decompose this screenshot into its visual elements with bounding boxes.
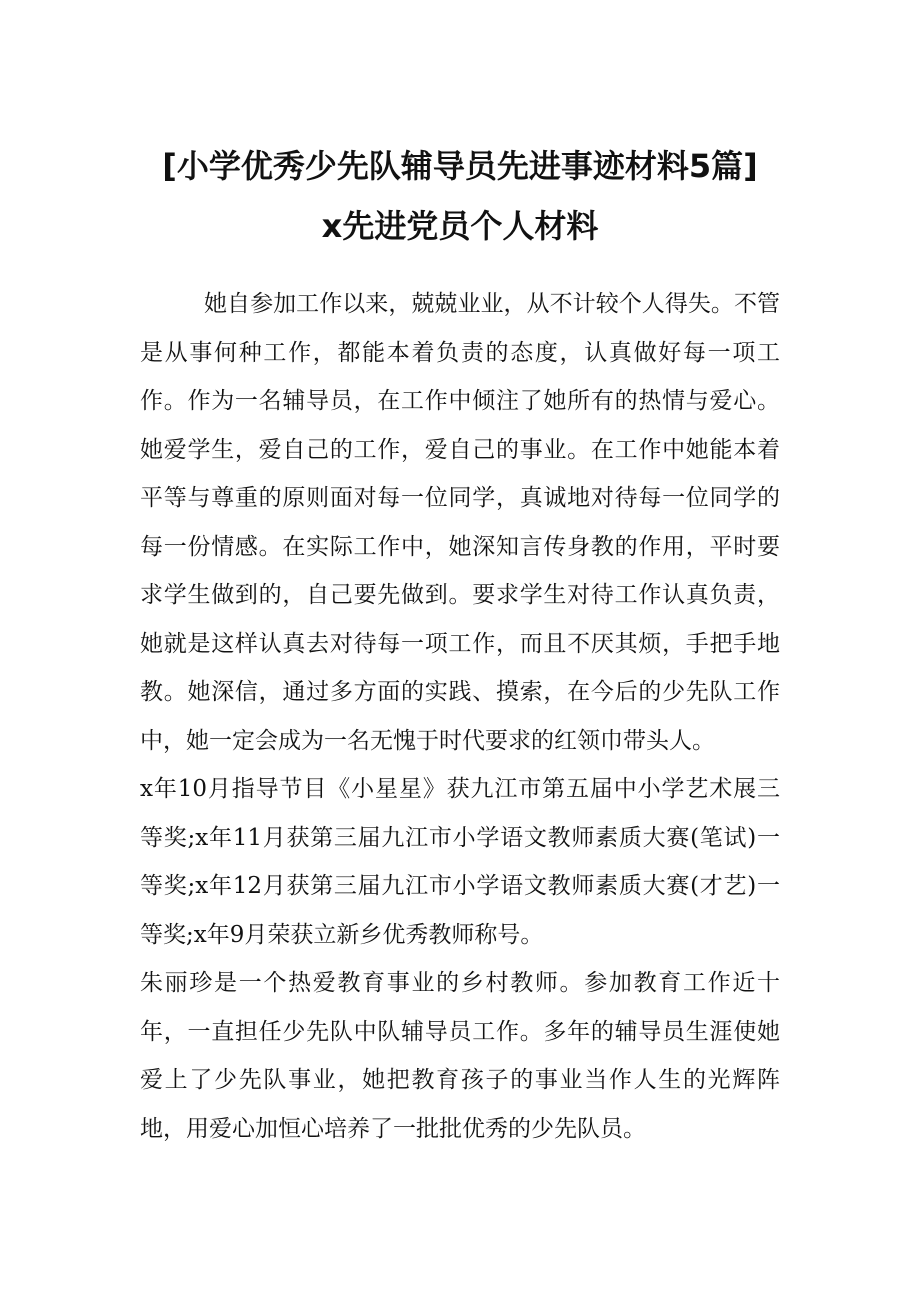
body-paragraph-1: 她自参加工作以来，兢兢业业，从不计较个人得失。不管是从事何种工作，都能本着负责的态度，认真做好每一项工作。作为一名辅导员，在工作中倾注了她所有的热情与爱心。她爱学生，爱自己的工作，爱自己的事业。在工作中她能本着平等与尊重的原则面对每一位同学，真诚地对待每一位同学的每一份情感。在实际工作中，她深知言传身教的作用，平时要求学生做到的，自己要先做到。要求学生对待工作认真负责，她就是这样认真去对待每一项工作，而且不厌其烦，手把手地教。她深信，通过多方面的实践、摸索，在今后的少先队工作中，她一定会成为一名无愧于时代要求的红领巾带头人。 bbox=[140, 291, 780, 754]
body-paragraph-2: x年10月指导节目《小星星》获九江市第五届中小学艺术展三等奖;x年11月获第三届九江市小学语文教师素质大赛(笔试)一等奖;x年12月获第三届九江市小学语文教师素质大赛(才艺)一等奖;x年9月荣获立新乡优秀教师称号。 bbox=[140, 776, 780, 948]
document-body bbox=[140, 280, 780, 1153]
document-title-line-1: [小学优秀少先队辅导员先进事迹材料5篇] bbox=[162, 147, 758, 185]
document-title-line-2: x先进党员个人材料 bbox=[321, 207, 599, 245]
body-paragraph-3: 朱丽珍是一个热爱教育事业的乡村教师。参加教育工作近十年，一直担任少先队中队辅导员工作。多年的辅导员生涯使她爱上了少先队事业，她把教育孩子的事业当作人生的光辉阵地，用爱心加恒心培养了一批批优秀的少先队员。 bbox=[140, 970, 780, 1142]
